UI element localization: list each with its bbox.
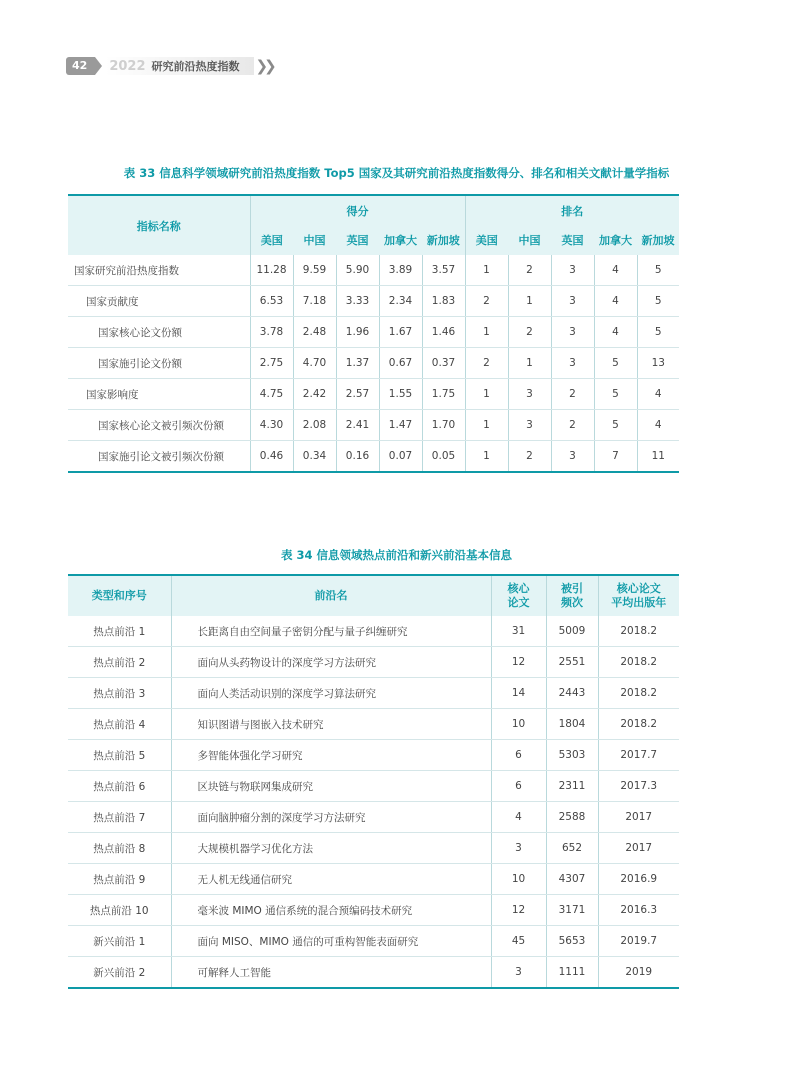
core-papers-cell: 4: [491, 802, 546, 833]
score-cell: 0.34: [293, 441, 336, 473]
header-year: 2022: [109, 58, 146, 74]
rank-cell: 2: [465, 348, 508, 379]
rank-cell: 2: [508, 317, 551, 348]
score-cell: 6.53: [250, 286, 293, 317]
rank-country-header: 新加坡: [637, 225, 679, 255]
score-cell: 2.08: [293, 410, 336, 441]
score-country-header: 美国: [250, 225, 293, 255]
citations-cell: 5653: [546, 926, 598, 957]
score-cell: 0.67: [379, 348, 422, 379]
front-type-cell: 热点前沿 3: [68, 678, 171, 709]
score-country-header: 加拿大: [379, 225, 422, 255]
rank-cell: 2: [508, 255, 551, 286]
score-cell: 1.55: [379, 379, 422, 410]
rank-cell: 2: [508, 441, 551, 473]
front-name-cell: 面向 MISO、MIMO 通信的可重构智能表面研究: [171, 926, 491, 957]
rank-cell: 4: [637, 379, 679, 410]
citations-header: 被引 频次: [546, 575, 598, 616]
table-row: [68, 678, 679, 709]
score-cell: 2.48: [293, 317, 336, 348]
front-name-cell: 面向人类活动识别的深度学习算法研究: [171, 678, 491, 709]
rank-country-header: 美国: [465, 225, 508, 255]
avg-year-cell: 2019.7: [598, 926, 679, 957]
table33: [68, 194, 679, 473]
score-cell: 4.75: [250, 379, 293, 410]
score-cell: 1.47: [379, 410, 422, 441]
score-cell: 1.75: [422, 379, 465, 410]
table-row: [68, 348, 679, 379]
table-row: [68, 740, 679, 771]
rank-country-header: 加拿大: [594, 225, 637, 255]
core-papers-cell: 3: [491, 833, 546, 864]
table-row: [68, 441, 679, 473]
front-name-cell: 多智能体强化学习研究: [171, 740, 491, 771]
score-cell: 4.30: [250, 410, 293, 441]
score-group-header: 得分: [250, 195, 465, 225]
front-name-header: 前沿名: [171, 575, 491, 616]
indicator-name: 国家影响度: [68, 379, 250, 410]
score-cell: 3.57: [422, 255, 465, 286]
table-row: [68, 771, 679, 802]
indicator-name: 国家研究前沿热度指数: [68, 255, 250, 286]
rank-cell: 1: [508, 286, 551, 317]
score-cell: 2.42: [293, 379, 336, 410]
avg-year-cell: 2017: [598, 802, 679, 833]
citations-cell: 1804: [546, 709, 598, 740]
rank-cell: 4: [594, 317, 637, 348]
front-type-cell: 热点前沿 5: [68, 740, 171, 771]
score-country-header: 中国: [293, 225, 336, 255]
rank-country-header: 中国: [508, 225, 551, 255]
score-cell: 1.46: [422, 317, 465, 348]
table-row: [68, 709, 679, 740]
avg-year-cell: 2016.3: [598, 895, 679, 926]
rank-cell: 2: [551, 410, 594, 441]
score-cell: 1.83: [422, 286, 465, 317]
score-cell: 2.75: [250, 348, 293, 379]
core-papers-cell: 10: [491, 709, 546, 740]
rank-cell: 1: [465, 441, 508, 473]
rank-cell: 1: [465, 255, 508, 286]
rank-cell: 13: [637, 348, 679, 379]
avg-year-cell: 2018.2: [598, 709, 679, 740]
rank-cell: 5: [637, 255, 679, 286]
citations-cell: 5009: [546, 616, 598, 647]
table-row: [68, 833, 679, 864]
score-cell: 7.18: [293, 286, 336, 317]
front-name-cell: 可解释人工智能: [171, 957, 491, 989]
avg-year-cell: 2016.9: [598, 864, 679, 895]
core-papers-cell: 14: [491, 678, 546, 709]
rank-cell: 3: [508, 379, 551, 410]
indicator-header: 指标名称: [68, 195, 250, 255]
rank-cell: 3: [551, 348, 594, 379]
score-cell: 9.59: [293, 255, 336, 286]
avg-year-cell: 2018.2: [598, 647, 679, 678]
indicator-name: 国家核心论文份额: [68, 317, 250, 348]
front-type-cell: 热点前沿 1: [68, 616, 171, 647]
avg-year-cell: 2017.3: [598, 771, 679, 802]
page-number: 42: [66, 57, 95, 75]
rank-cell: 4: [594, 286, 637, 317]
table-row: [68, 317, 679, 348]
rank-cell: 4: [594, 255, 637, 286]
rank-cell: 7: [594, 441, 637, 473]
table-row: [68, 895, 679, 926]
core-papers-cell: 31: [491, 616, 546, 647]
score-cell: 4.70: [293, 348, 336, 379]
score-cell: 1.67: [379, 317, 422, 348]
citations-cell: 2588: [546, 802, 598, 833]
rank-cell: 1: [465, 410, 508, 441]
core-papers-cell: 6: [491, 740, 546, 771]
rank-cell: 3: [508, 410, 551, 441]
score-country-header: 英国: [336, 225, 379, 255]
rank-cell: 3: [551, 441, 594, 473]
rank-cell: 3: [551, 286, 594, 317]
citations-cell: 2443: [546, 678, 598, 709]
front-name-cell: 无人机无线通信研究: [171, 864, 491, 895]
rank-cell: 5: [637, 317, 679, 348]
table34-caption: 表 34 信息领域热点前沿和新兴前沿基本信息: [280, 548, 512, 562]
front-type-cell: 新兴前沿 1: [68, 926, 171, 957]
score-cell: 3.78: [250, 317, 293, 348]
citations-cell: 3171: [546, 895, 598, 926]
core-papers-header: 核心 论文: [491, 575, 546, 616]
avg-year-header: 核心论文 平均出版年: [598, 575, 679, 616]
rank-cell: 11: [637, 441, 679, 473]
table-row: [68, 926, 679, 957]
rank-cell: 5: [637, 286, 679, 317]
core-papers-cell: 10: [491, 864, 546, 895]
header-bar: [105, 57, 253, 75]
score-cell: 0.05: [422, 441, 465, 473]
table-row: [68, 410, 679, 441]
indicator-name: 国家施引论文被引频次份额: [68, 441, 250, 473]
score-cell: 0.46: [250, 441, 293, 473]
rank-cell: 1: [465, 317, 508, 348]
front-name-cell: 大规模机器学习优化方法: [171, 833, 491, 864]
front-type-cell: 热点前沿 4: [68, 709, 171, 740]
front-type-cell: 热点前沿 7: [68, 802, 171, 833]
citations-cell: 1111: [546, 957, 598, 989]
table33-caption: 表 33 信息科学领域研究前沿热度指数 Top5 国家及其研究前沿热度指数得分、排名和相关文献计量学指标: [123, 166, 670, 180]
citations-cell: 652: [546, 833, 598, 864]
indicator-name: 国家施引论文份额: [68, 348, 250, 379]
score-cell: 3.33: [336, 286, 379, 317]
front-name-cell: 知识图谱与图嵌入技术研究: [171, 709, 491, 740]
rank-cell: 5: [594, 348, 637, 379]
front-name-cell: 面向从头药物设计的深度学习方法研究: [171, 647, 491, 678]
rank-cell: 2: [465, 286, 508, 317]
citations-cell: 2311: [546, 771, 598, 802]
avg-year-cell: 2017.7: [598, 740, 679, 771]
score-cell: 3.89: [379, 255, 422, 286]
header-title: 研究前沿热度指数: [151, 60, 240, 73]
front-name-cell: 毫米波 MIMO 通信系统的混合预编码技术研究: [171, 895, 491, 926]
front-type-cell: 热点前沿 10: [68, 895, 171, 926]
front-type-cell: 热点前沿 2: [68, 647, 171, 678]
rank-cell: 5: [594, 410, 637, 441]
page-header: [66, 56, 273, 76]
citations-cell: 5303: [546, 740, 598, 771]
table-row: [68, 957, 679, 989]
indicator-name: 国家贡献度: [68, 286, 250, 317]
core-papers-cell: 12: [491, 647, 546, 678]
table-row: [68, 255, 679, 286]
score-cell: 2.41: [336, 410, 379, 441]
table-row: [68, 379, 679, 410]
front-type-cell: 热点前沿 9: [68, 864, 171, 895]
core-papers-cell: 3: [491, 957, 546, 989]
score-cell: 0.07: [379, 441, 422, 473]
rank-country-header: 英国: [551, 225, 594, 255]
table-row: [68, 616, 679, 647]
chevron-right-icon: ❯❯: [255, 57, 273, 75]
score-cell: 0.16: [336, 441, 379, 473]
score-cell: 11.28: [250, 255, 293, 286]
score-cell: 1.37: [336, 348, 379, 379]
score-cell: 2.34: [379, 286, 422, 317]
rank-cell: 3: [551, 317, 594, 348]
score-cell: 0.37: [422, 348, 465, 379]
rank-cell: 5: [594, 379, 637, 410]
score-cell: 1.96: [336, 317, 379, 348]
rank-cell: 3: [551, 255, 594, 286]
table-row: [68, 286, 679, 317]
score-cell: 5.90: [336, 255, 379, 286]
avg-year-cell: 2017: [598, 833, 679, 864]
avg-year-cell: 2019: [598, 957, 679, 989]
core-papers-cell: 6: [491, 771, 546, 802]
score-country-header: 新加坡: [422, 225, 465, 255]
rank-cell: 4: [637, 410, 679, 441]
front-name-cell: 面向脑肿瘤分割的深度学习方法研究: [171, 802, 491, 833]
table-row: [68, 864, 679, 895]
indicator-name: 国家核心论文被引频次份额: [68, 410, 250, 441]
score-cell: 1.70: [422, 410, 465, 441]
rank-group-header: 排名: [465, 195, 679, 225]
rank-cell: 2: [551, 379, 594, 410]
front-name-cell: 区块链与物联网集成研究: [171, 771, 491, 802]
core-papers-cell: 12: [491, 895, 546, 926]
avg-year-cell: 2018.2: [598, 678, 679, 709]
front-type-cell: 新兴前沿 2: [68, 957, 171, 989]
front-type-cell: 热点前沿 6: [68, 771, 171, 802]
avg-year-cell: 2018.2: [598, 616, 679, 647]
citations-cell: 4307: [546, 864, 598, 895]
table-row: [68, 802, 679, 833]
table-row: [68, 647, 679, 678]
table34: [68, 574, 679, 989]
citations-cell: 2551: [546, 647, 598, 678]
rank-cell: 1: [465, 379, 508, 410]
front-type-cell: 热点前沿 8: [68, 833, 171, 864]
rank-cell: 1: [508, 348, 551, 379]
score-cell: 2.57: [336, 379, 379, 410]
core-papers-cell: 45: [491, 926, 546, 957]
front-name-cell: 长距离自由空间量子密钥分配与量子纠缠研究: [171, 616, 491, 647]
type-header: 类型和序号: [68, 575, 171, 616]
